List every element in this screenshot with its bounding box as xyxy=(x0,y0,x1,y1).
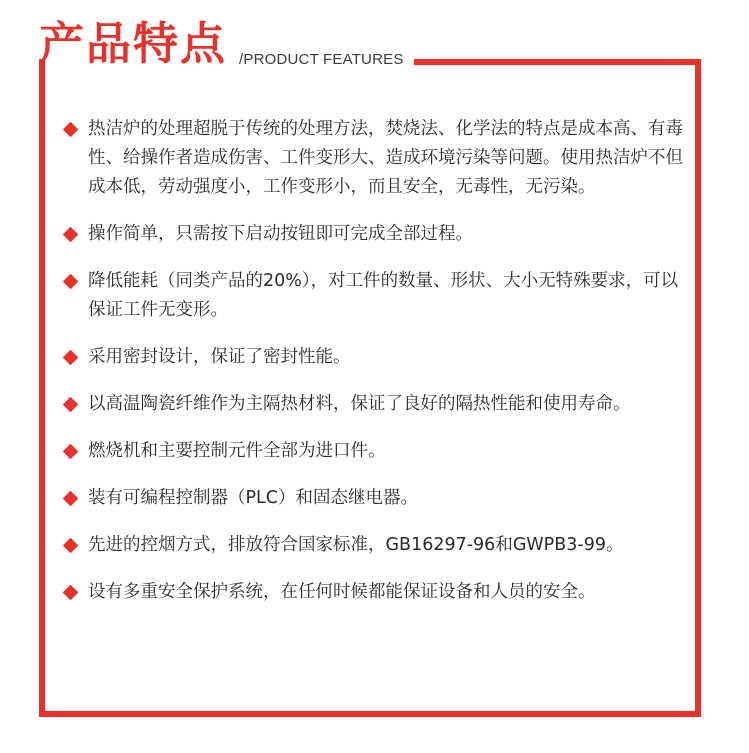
feature-text: 装有可编程控制器（PLC）和固态继电器。 xyxy=(88,488,419,508)
feature-item xyxy=(62,531,692,560)
feature-text: 采用密封设计，保证了密封性能。 xyxy=(88,347,351,367)
diamond-bullet-icon xyxy=(63,227,79,243)
feature-item xyxy=(62,578,692,607)
feature-list xyxy=(62,115,692,625)
diamond-bullet-icon xyxy=(63,350,79,366)
feature-item xyxy=(62,343,692,372)
frame-top-right-segment xyxy=(414,59,701,65)
feature-item xyxy=(62,484,692,513)
feature-item xyxy=(62,115,692,202)
feature-text: 热洁炉的处理超脱于传统的处理方法，焚烧法、化学法的特点是成本高、有毒性、给操作者造成伤害、工件变形大、造成环境污染等问题。使用热洁炉不但成本低，劳动强度小，工作变形小，而且安全，无毒性，无污染。 xyxy=(88,119,683,197)
diamond-bullet-icon xyxy=(63,122,79,138)
diamond-bullet-icon xyxy=(63,274,79,290)
feature-item xyxy=(62,267,692,325)
feature-text: 先进的控烟方式，排放符合国家标准，GB16297-96和GWPB3-99。 xyxy=(88,535,624,555)
diamond-bullet-icon xyxy=(63,397,79,413)
diamond-bullet-icon xyxy=(63,444,79,460)
section-title: 产品特点 xyxy=(39,17,228,70)
feature-text: 燃烧机和主要控制元件全部为进口件。 xyxy=(88,441,386,461)
feature-item xyxy=(62,390,692,419)
section-subtitle: /PRODUCT FEATURES xyxy=(239,51,404,68)
feature-text: 以高温陶瓷纤维作为主隔热材料，保证了良好的隔热性能和使用寿命。 xyxy=(88,394,631,414)
feature-item xyxy=(62,437,692,466)
feature-text: 操作简单，只需按下启动按钮即可完成全部过程。 xyxy=(88,224,473,244)
diamond-bullet-icon xyxy=(63,585,79,601)
feature-text: 降低能耗（同类产品的20%），对工件的数量、形状、大小无特殊要求，可以保证工件无变形。 xyxy=(88,271,679,320)
feature-text: 设有多重安全保护系统，在任何时候都能保证设备和人员的安全。 xyxy=(88,582,596,602)
diamond-bullet-icon xyxy=(63,538,79,554)
diamond-bullet-icon xyxy=(63,491,79,507)
feature-item xyxy=(62,220,692,249)
